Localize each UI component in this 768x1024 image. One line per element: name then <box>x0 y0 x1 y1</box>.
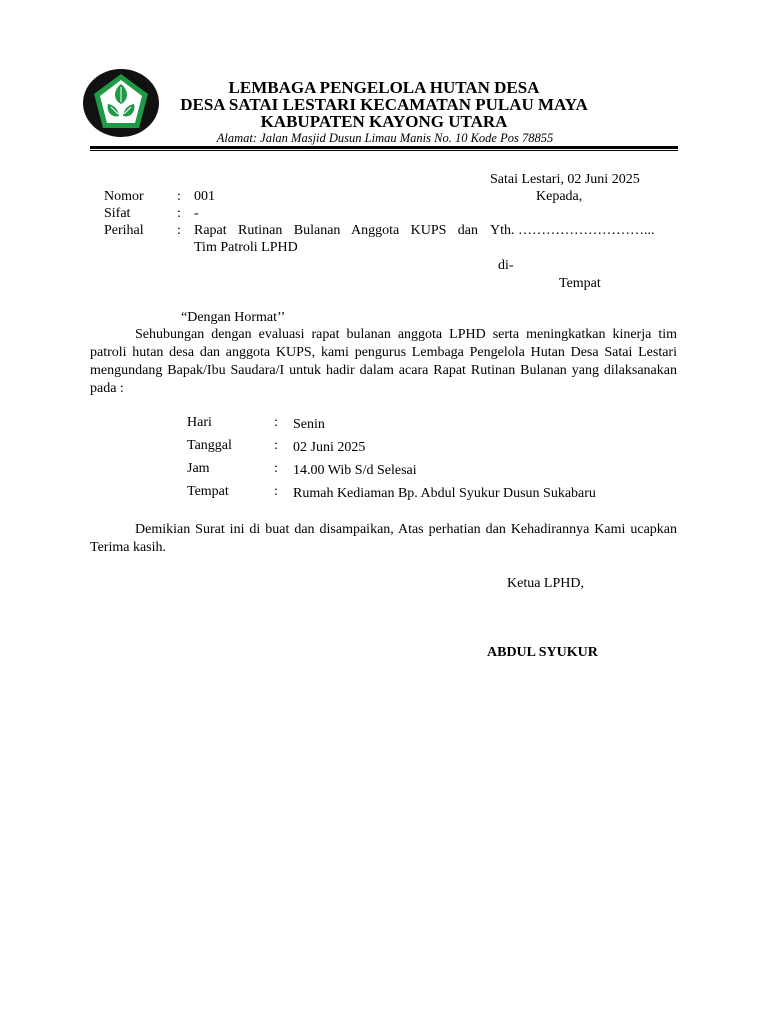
perihal-label: Perihal <box>104 223 144 238</box>
greeting: “Dengan Hormat’’ <box>181 310 286 325</box>
organization-logo <box>82 68 160 138</box>
closing-paragraph: Demikian Surat ini di buat dan disampaikan, Atas perhatian dan Kehadirannya Kami ucapkan Terima kasih. <box>90 522 677 555</box>
header-divider-thin <box>90 150 678 151</box>
org-address: Alamat: Jalan Masjid Dusun Limau Manis No. 10 Kode Pos 78855 <box>216 131 554 145</box>
body-paragraph: Sehubungan dengan evaluasi rapat bulanan anggota LPHD serta meningkatkan kinerja tim patroli hutan desa dan anggota KUPS, kami pengurus Lembaga Pengelola Hutan Desa Satai Lestari mengundang Bapak/Ibu Saudara/I untuk hadir dalam acara Rapat Rutinan Bulanan yang dilaksanakan pada : <box>90 327 677 396</box>
org-name: LEMBAGA PENGELOLA HUTAN DESA <box>228 78 540 97</box>
perihal-line-1: Rapat Rutinan Bulanan Anggota KUPS dan <box>194 223 478 238</box>
nomor-label: Nomor <box>104 189 144 204</box>
header-divider <box>90 146 678 149</box>
tanggal-value: 02 Juni 2025 <box>293 440 366 455</box>
org-regency: KABUPATEN KAYONG UTARA <box>260 112 508 131</box>
nomor-colon: : <box>177 189 181 204</box>
sifat-colon: : <box>177 206 181 221</box>
hari-value: Senin <box>293 417 325 432</box>
tanggal-colon: : <box>274 438 278 453</box>
hari-colon: : <box>274 415 278 430</box>
hari-label: Hari <box>187 415 212 430</box>
perihal-line-2: Tim Patroli LPHD <box>194 240 298 255</box>
recipient-yth: Yth. ………………………... <box>490 223 655 238</box>
place-date: Satai Lestari, 02 Juni 2025 <box>490 172 640 187</box>
tempat-colon: : <box>274 484 278 499</box>
tanggal-label: Tanggal <box>187 438 232 453</box>
jam-colon: : <box>274 461 278 476</box>
signer-title: Ketua LPHD, <box>507 576 584 591</box>
recipient-di: di- <box>498 258 514 273</box>
recipient-to: Kepada, <box>536 189 583 204</box>
nomor-value: 001 <box>194 189 215 204</box>
org-village: DESA SATAI LESTARI KECAMATAN PULAU MAYA <box>180 95 588 114</box>
signer-name: ABDUL SYUKUR <box>487 645 598 660</box>
tempat-value: Rumah Kediaman Bp. Abdul Syukur Dusun Sukabaru <box>293 486 596 501</box>
tempat-label: Tempat <box>187 484 229 499</box>
recipient-place: Tempat <box>559 276 601 291</box>
jam-label: Jam <box>187 461 210 476</box>
sifat-value: - <box>194 206 199 221</box>
sifat-label: Sifat <box>104 206 131 221</box>
perihal-colon: : <box>177 223 181 238</box>
jam-value: 14.00 Wib S/d Selesai <box>293 463 417 478</box>
